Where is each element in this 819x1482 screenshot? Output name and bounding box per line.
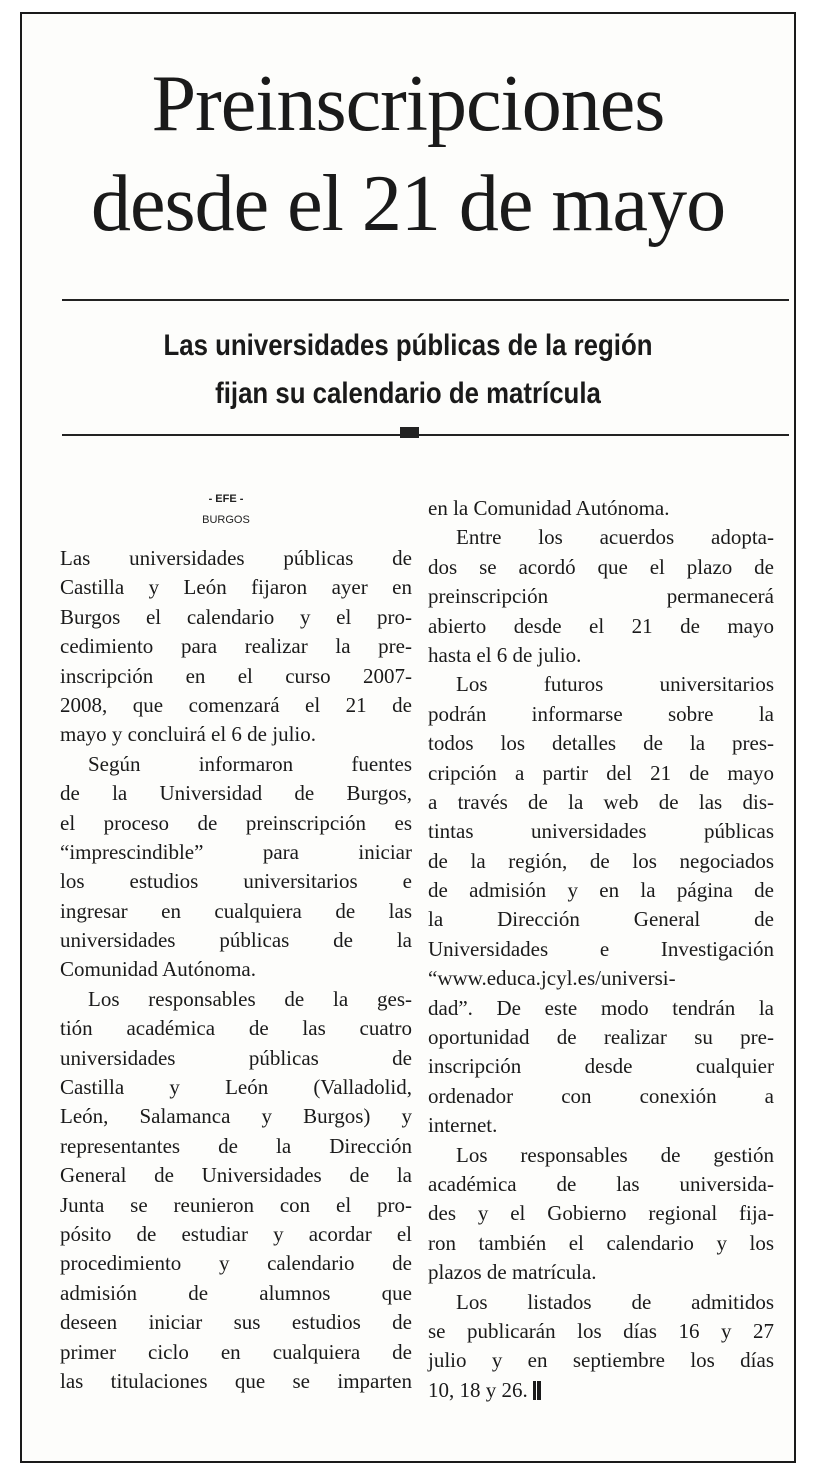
- body-text-line: oportunidad de realizar su pre-: [428, 1025, 774, 1050]
- byline-agency: - EFE -: [208, 493, 244, 505]
- subheadline-line: Las universidades públicas de la región: [163, 329, 653, 362]
- body-column-right: [428, 494, 774, 1405]
- body-text-line: hasta el 6 de julio.: [428, 642, 582, 667]
- body-text-line: 10, 18 y 26.: [428, 1376, 774, 1405]
- body-text-line: tintas universidades públicas: [428, 819, 774, 844]
- body-text-line: Las universidades públicas de: [60, 546, 412, 570]
- body-text-line: León, Salamanca y Burgos) y: [60, 1104, 412, 1129]
- body-text-line: pósito de estudiar y acordar el: [60, 1221, 412, 1246]
- body-text-line: Universidades e Investigación: [428, 936, 774, 961]
- body-text-line: de admisión y en la página de: [428, 878, 774, 903]
- article-clipping: [20, 12, 796, 1463]
- subheadline-line: fijan su calendario de matrícula: [215, 377, 601, 410]
- body-text-line: 2008, que comenzará el 21 de: [60, 692, 412, 717]
- body-text-line: Según informaron fuentes: [88, 751, 412, 776]
- divider-rule: [62, 434, 789, 436]
- body-text-line: “imprescindible” para iniciar: [60, 839, 412, 864]
- body-text-line: procedimiento y calendario de: [60, 1251, 412, 1276]
- body-text-line: Castilla y León fijaron ayer en: [60, 575, 412, 600]
- body-text-line: Comunidad Autónoma.: [60, 957, 256, 982]
- body-column-left: [60, 544, 412, 1396]
- body-text-line: podrán informarse sobre la: [428, 701, 774, 726]
- body-text-line: tión académica de las cuatro: [60, 1016, 412, 1041]
- body-text-line: General de Universidades de la: [60, 1163, 412, 1188]
- body-text-line: de la Universidad de Burgos,: [60, 781, 412, 806]
- body-text-line: admisión de alumnos que: [60, 1280, 412, 1305]
- body-text-line: en la Comunidad Autónoma.: [428, 496, 670, 520]
- body-text-line: cedimiento para realizar la pre-: [60, 634, 412, 659]
- body-text-line: Burgos el calendario y el pro-: [60, 604, 412, 629]
- body-text-line: Junta se reunieron con el pro-: [60, 1192, 412, 1217]
- body-text-line: Los listados de admitidos: [456, 1289, 774, 1314]
- subheadline: [76, 322, 740, 418]
- body-text-line: Los futuros universitarios: [456, 672, 774, 697]
- body-text-line: inscripción desde cualquier: [428, 1054, 774, 1079]
- headline: [22, 54, 794, 254]
- body-text-line: ron también el calendario y los: [428, 1230, 774, 1255]
- body-text-line: primer ciclo en cualquiera de: [60, 1339, 412, 1364]
- headline-line: desde el 21 de mayo: [90, 160, 726, 248]
- body-text-line: cripción a partir del 21 de mayo: [428, 760, 774, 785]
- body-text-line: de la región, de los negociados: [428, 848, 774, 873]
- body-text-line: dad”. De este modo tendrán la: [428, 995, 774, 1020]
- body-text-line: universidades públicas de la: [60, 928, 412, 953]
- body-text-line: el proceso de preinscripción es: [60, 810, 412, 835]
- byline: [62, 492, 390, 528]
- headline-line: Preinscripciones: [151, 60, 665, 148]
- body-text-line: Los responsables de gestión: [456, 1142, 774, 1167]
- body-text-line: julio y en septiembre los días: [428, 1348, 774, 1373]
- body-text-line: Los responsables de la ges-: [88, 986, 412, 1011]
- body-text-line: preinscripción permanecerá: [428, 584, 774, 609]
- body-text-line: inscripción en el curso 2007-: [60, 663, 412, 688]
- body-text-line: ordenador con conexión a: [428, 1083, 774, 1108]
- body-text-line: la Dirección General de: [428, 907, 774, 932]
- body-text-line: todos los detalles de la pres-: [428, 731, 774, 756]
- body-text-line: “www.educa.jcyl.es/universi-: [428, 966, 676, 991]
- body-text-line: dos se acordó que el plazo de: [428, 554, 774, 579]
- end-of-article-mark: [533, 1381, 541, 1400]
- body-text-line: plazos de matrícula.: [428, 1260, 597, 1285]
- divider-marker: [400, 427, 419, 438]
- body-text-line: abierto desde el 21 de mayo: [428, 613, 774, 638]
- divider-rule: [62, 299, 789, 301]
- body-text-line: representantes de la Dirección: [60, 1133, 412, 1158]
- body-text-line: ingresar en cualquiera de las: [60, 898, 412, 923]
- body-text-line: las titulaciones que se imparten: [60, 1368, 412, 1393]
- body-text-line: a través de la web de las dis-: [428, 789, 774, 814]
- body-text-line: los estudios universitarios e: [60, 869, 412, 894]
- body-text-line: deseen iniciar sus estudios de: [60, 1310, 412, 1335]
- body-text-line: mayo y concluirá el 6 de julio.: [60, 722, 317, 747]
- body-text-line: internet.: [428, 1113, 498, 1138]
- body-text-line: des y el Gobierno regional fija-: [428, 1201, 774, 1226]
- body-text-line: se publicarán los días 16 y 27: [428, 1318, 774, 1343]
- body-text-line: Entre los acuerdos adopta-: [456, 525, 774, 550]
- byline-city: BURGOS: [202, 514, 250, 526]
- body-text-line: Castilla y León (Valladolid,: [60, 1075, 412, 1100]
- body-text-line: académica de las universida-: [428, 1171, 774, 1196]
- body-text-line: universidades públicas de: [60, 1045, 412, 1070]
